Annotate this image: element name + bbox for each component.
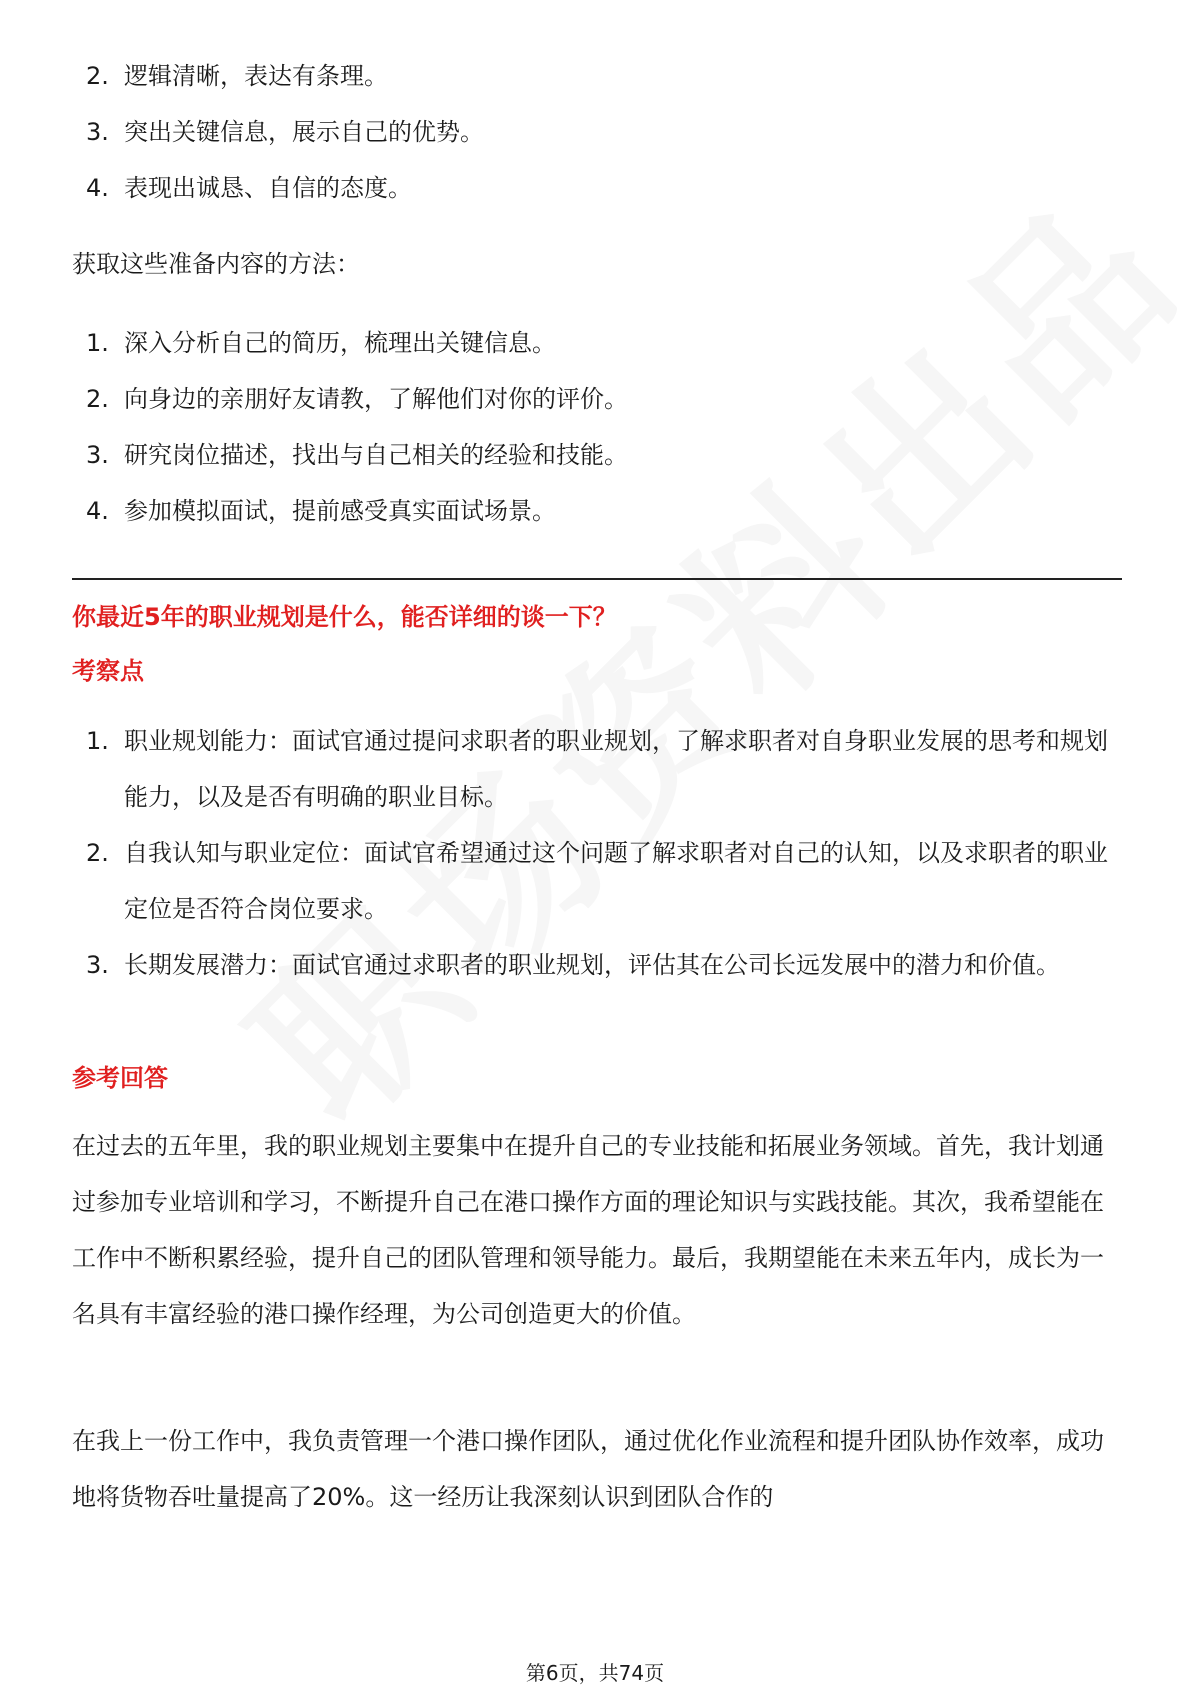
- page-footer: 第6页，共74页: [525, 1661, 665, 1685]
- list-item: [72, 427, 1122, 483]
- list-item-text: 参加模拟面试，提前感受真实面试场景。: [124, 497, 556, 525]
- list-item-number: 3.: [86, 441, 109, 469]
- list-item-text: 职业规划能力：面试官通过提问求职者的职业规划，了解求职者对自身职业发展的思考和规划能力，以及是否有明确的职业目标。: [124, 727, 1108, 811]
- list-item: [72, 371, 1122, 427]
- list-item-text: 逻辑清晰，表达有条理。: [124, 62, 388, 90]
- list-item: [72, 937, 1122, 993]
- list-item: [72, 48, 1122, 104]
- list-item-text: 自我认知与职业定位：面试官希望通过这个问题了解求职者对自己的认知，以及求职者的职业定位是否符合岗位要求。: [124, 839, 1108, 923]
- question-title: 你最近5年的职业规划是什么，能否详细的谈一下？: [72, 603, 617, 631]
- answer-paragraph: 在我上一份工作中，我负责管理一个港口操作团队，通过优化作业流程和提升团队协作效率，成功地将货物吞吐量提高了20%。这一经历让我深刻认识到团队合作的: [72, 1427, 1104, 1511]
- list-item: [72, 315, 1122, 371]
- methods-intro: 获取这些准备内容的方法：: [72, 250, 360, 278]
- list-item-text: 研究岗位描述，找出与自己相关的经验和技能。: [124, 441, 628, 469]
- list-item: [72, 483, 1122, 539]
- points-heading: 考察点: [72, 657, 144, 685]
- answer-heading: 参考回答: [72, 1064, 168, 1092]
- list-item-number: 1.: [86, 727, 109, 755]
- list-item-number: 2.: [86, 839, 109, 867]
- list-item-number: 1.: [86, 329, 109, 357]
- answer-paragraph: 在过去的五年里，我的职业规划主要集中在提升自己的专业技能和拓展业务领域。首先，我计划通过参加专业培训和学习，不断提升自己在港口操作方面的理论知识与实践技能。其次，我希望能在工作中不断积累经验，提升自己的团队管理和领导能力。最后，我期望能在未来五年内，成长为一名具有丰富经验的港口操作经理，为公司创造更大的价值。: [72, 1132, 1104, 1328]
- list-item-number: 3.: [86, 951, 109, 979]
- list-item-number: 4.: [86, 497, 109, 525]
- list-item-number: 2.: [86, 62, 109, 90]
- section-divider: [72, 578, 1122, 580]
- list-item-number: 4.: [86, 174, 109, 202]
- list-item: [72, 825, 1122, 937]
- list-item-text: 表现出诚恳、自信的态度。: [124, 174, 412, 202]
- list-item-text: 长期发展潜力：面试官通过求职者的职业规划，评估其在公司长远发展中的潜力和价值。: [124, 951, 1060, 979]
- list-item: [72, 160, 1122, 216]
- methods-list: [72, 315, 1122, 539]
- list-item-text: 深入分析自己的简历，梳理出关键信息。: [124, 329, 556, 357]
- list-item-number: 3.: [86, 118, 109, 146]
- list-item: [72, 104, 1122, 160]
- list-item: [72, 713, 1122, 825]
- list-item-text: 向身边的亲朋好友请教，了解他们对你的评价。: [124, 385, 628, 413]
- points-list: [72, 713, 1122, 993]
- list-item-number: 2.: [86, 385, 109, 413]
- list-item-text: 突出关键信息，展示自己的优势。: [124, 118, 484, 146]
- tips-list: [72, 48, 1122, 216]
